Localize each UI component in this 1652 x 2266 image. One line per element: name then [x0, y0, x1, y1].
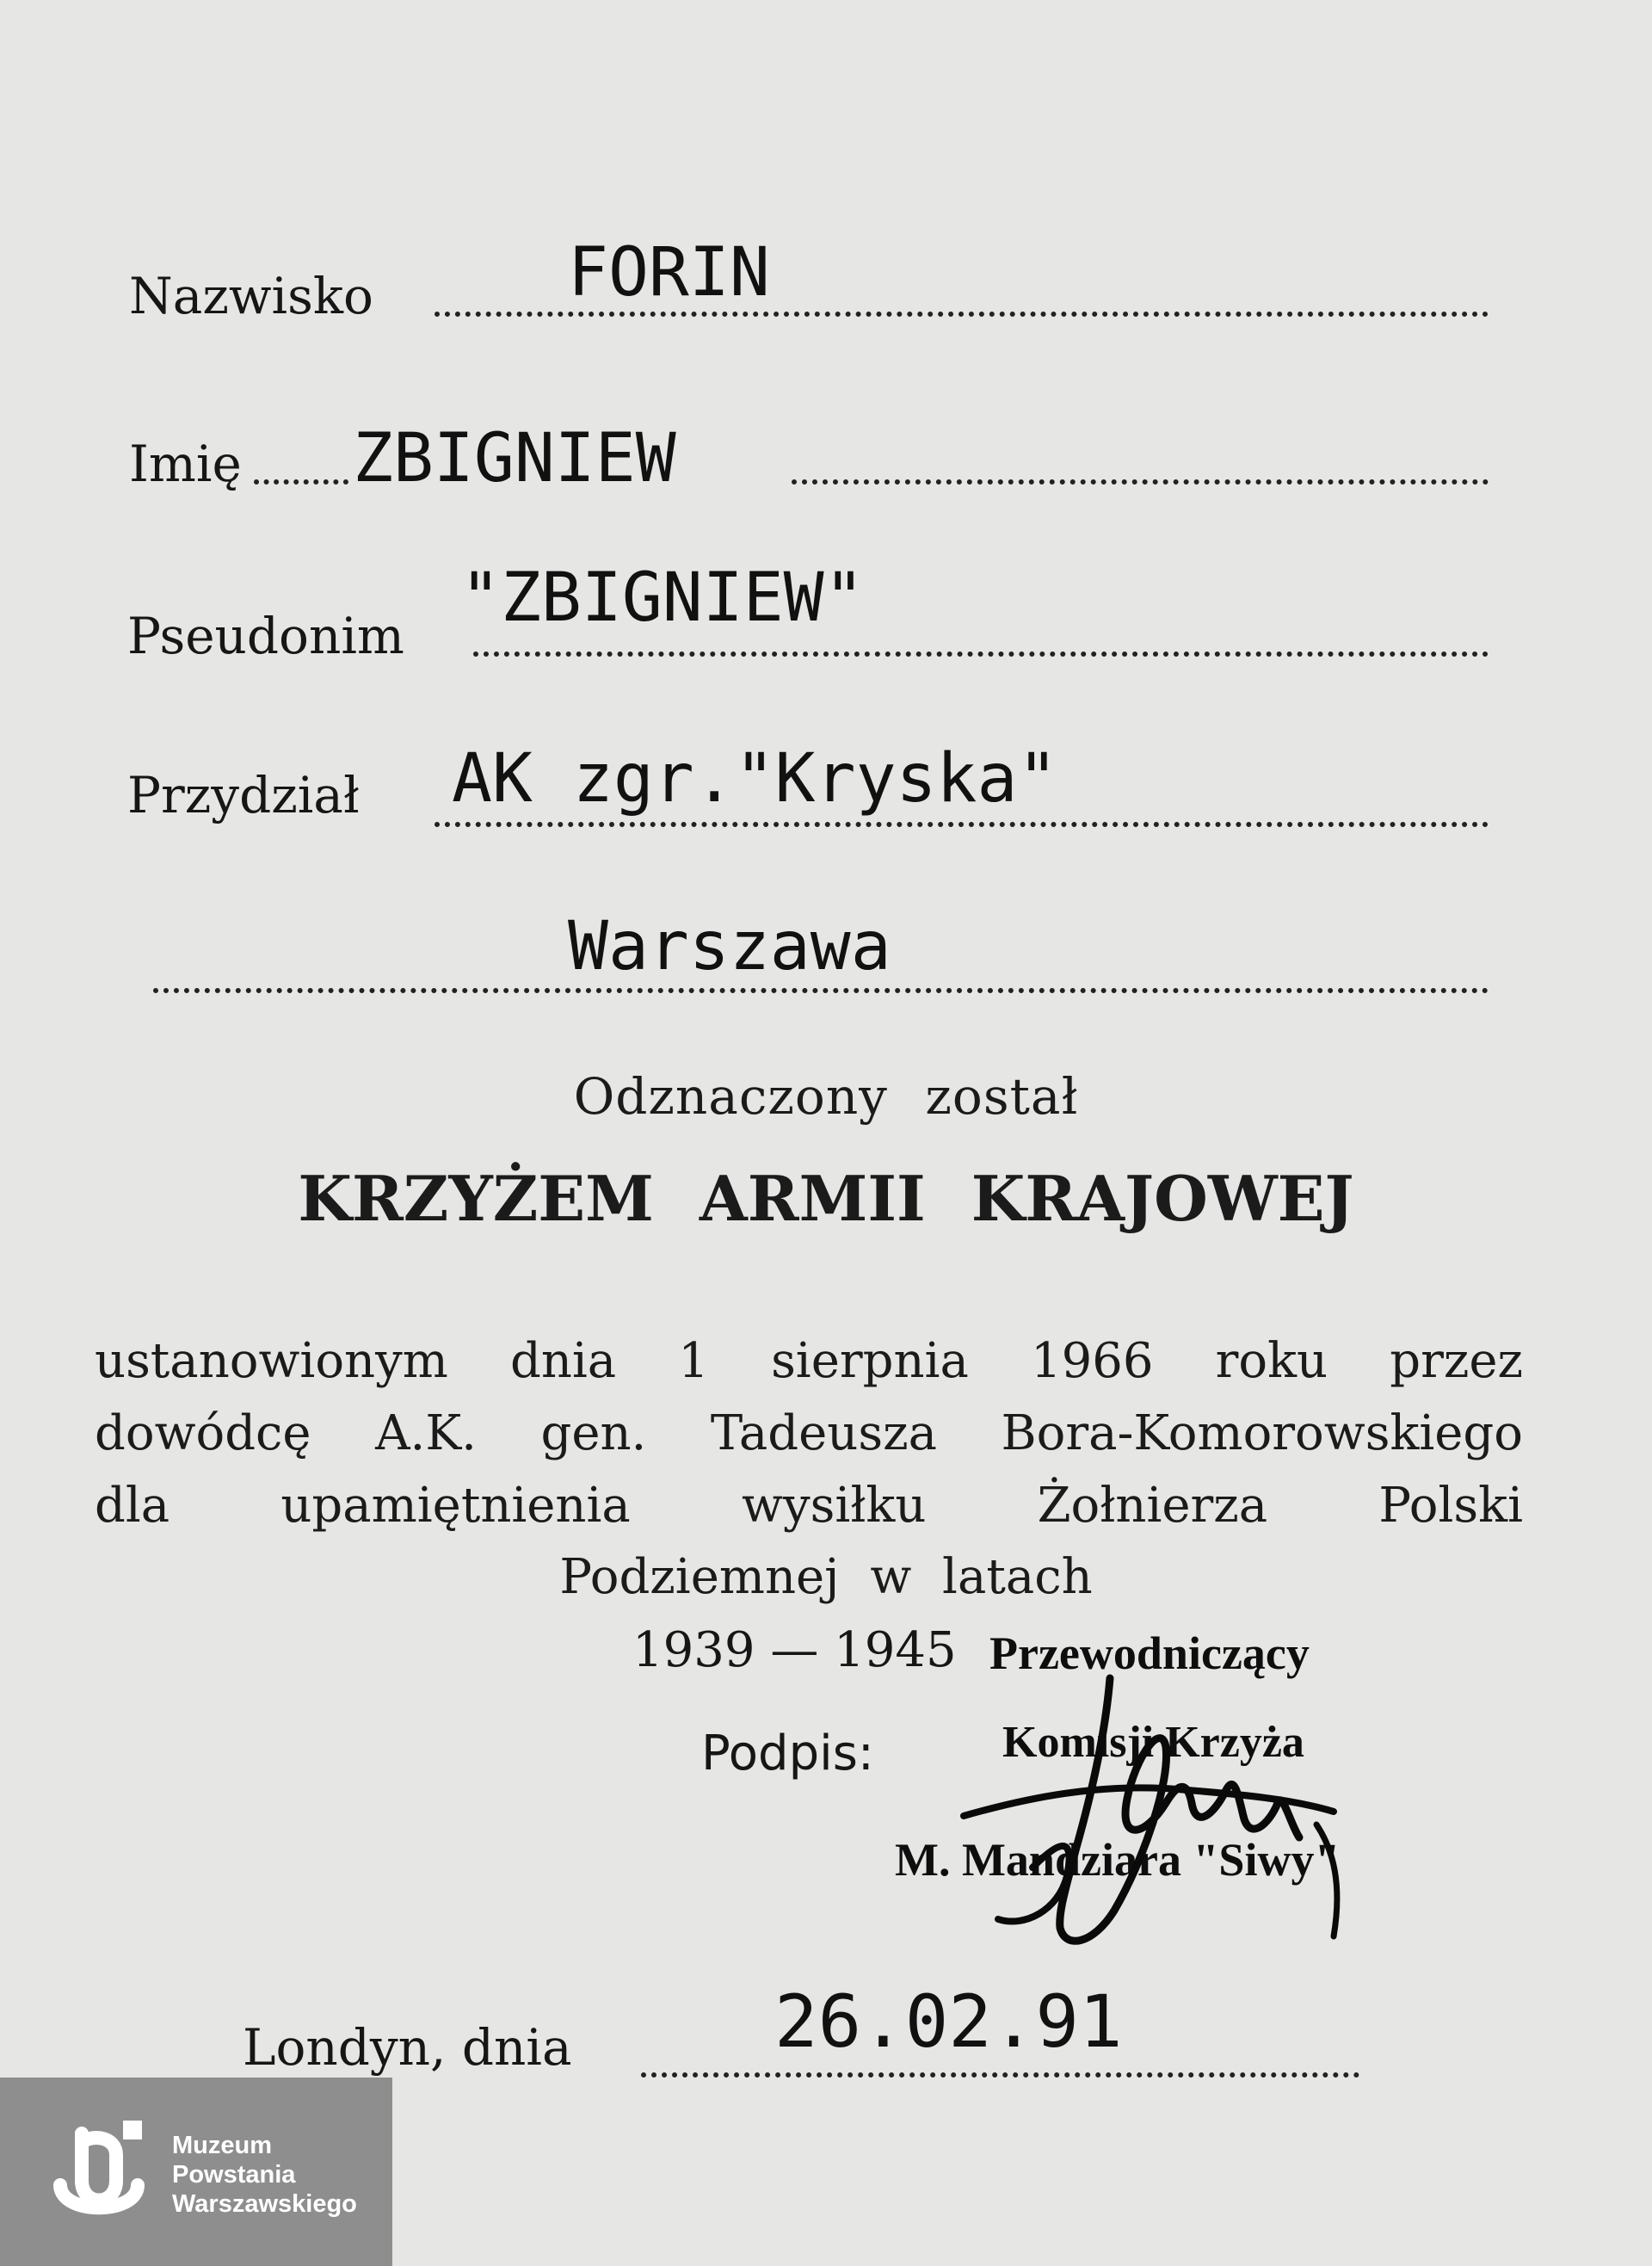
award-years: 1939 — 1945 — [632, 1622, 957, 1678]
pseudonim-value: "ZBIGNIEW" — [460, 559, 865, 637]
stamp-line-2: Komisji Krzyża — [1002, 1718, 1304, 1767]
museum-name-line-1: Muzeum — [172, 2132, 272, 2159]
przydzial-value-line2: Warszawa — [568, 908, 891, 985]
imie-dotted-line-left — [254, 479, 348, 485]
pseudonim-dotted-line — [473, 651, 1489, 657]
warszawa-dotted-line — [153, 988, 1489, 993]
museum-name-line-2: Powstania — [172, 2161, 296, 2189]
podpis-label: Podpis: — [701, 1726, 874, 1781]
date-value: 26.02.91 — [774, 1979, 1123, 2064]
place-label: Londyn, dnia — [243, 2018, 572, 2077]
imie-dotted-line-right — [792, 479, 1489, 485]
award-body-line-3: dla upamiętnienia wysiłku Żołnierza Polski — [95, 1478, 1523, 1534]
przydzial-value: AK zgr."Kryska" — [452, 740, 1058, 818]
przydzial-label: Przydział — [127, 766, 360, 824]
imie-value: ZBIGNIEW — [353, 420, 676, 497]
museum-name — [172, 2131, 357, 2219]
nazwisko-dotted-line — [435, 312, 1489, 317]
nazwisko-value: FORIN — [568, 234, 770, 312]
award-body-line-1: ustanowionym dnia 1 sierpnia 1966 roku przez — [95, 1333, 1523, 1389]
award-body-line-4: Podziemnej w latach — [559, 1549, 1093, 1605]
imie-label: Imię — [129, 435, 242, 493]
przydzial-dotted-line — [435, 822, 1489, 827]
museum-watermark — [0, 2078, 392, 2266]
stamp-line-1: Przewodniczący — [989, 1627, 1310, 1679]
museum-name-line-3: Warszawskiego — [172, 2190, 357, 2218]
award-intro: Odznaczony został — [573, 1067, 1079, 1126]
pseudonim-label: Pseudonim — [127, 607, 404, 665]
handwritten-signature — [929, 1652, 1377, 1979]
stamp-line-3: M. Mandziara "Siwy" — [895, 1834, 1341, 1886]
kotwica-anchor-icon — [47, 2116, 151, 2228]
date-dotted-line — [641, 2072, 1359, 2078]
nazwisko-label: Nazwisko — [129, 267, 373, 325]
award-body-line-2: dowódcę A.K. gen. Tadeusza Bora-Komorowskiego — [95, 1405, 1523, 1461]
award-title: KRZYŻEM ARMII KRAJOWEJ — [298, 1162, 1354, 1235]
